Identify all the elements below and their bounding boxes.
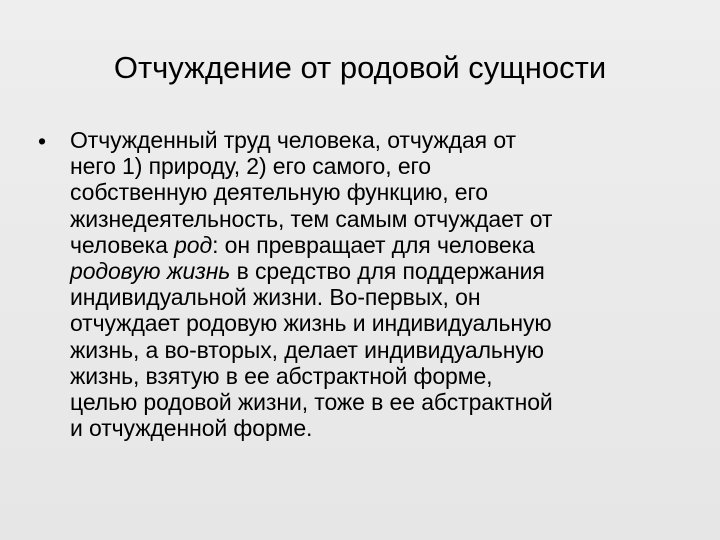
italic-term-rod: род	[174, 231, 213, 258]
italic-term-rodovaya-zhizn: родовую жизнь	[70, 258, 231, 285]
bullet-marker: •	[38, 128, 47, 154]
text-run: Отчужденный труд человека, отчуждая от	[70, 127, 516, 153]
text-run: жизнь, а во-вторых, делает индивидуальную	[70, 336, 544, 363]
text-run: него 1) природу, 2) его самого, его	[70, 153, 431, 180]
paragraph-line	[70, 258, 710, 284]
text-run: и отчужденной форме.	[70, 415, 313, 442]
paragraph-line	[70, 310, 710, 336]
paragraph-line	[70, 284, 710, 310]
text-run: жизнь, взятую в ее абстрактной форме,	[70, 362, 493, 389]
text-run: : он превращает для человека	[212, 231, 535, 258]
slide-title: Отчуждение от родовой сущности	[113, 50, 607, 85]
paragraph-line	[70, 363, 710, 389]
bullet-paragraph	[70, 127, 710, 441]
text-run: в средство для поддержания	[230, 258, 545, 285]
paragraph-line	[70, 127, 710, 153]
paragraph-line	[70, 337, 710, 363]
paragraph-line	[70, 232, 710, 258]
paragraph-line	[70, 179, 710, 205]
paragraph-line	[70, 389, 710, 415]
text-run: жизнедеятельность, тем самым отчуждает от	[70, 205, 553, 232]
paragraph-line	[70, 415, 710, 441]
text-run: целью родовой жизни, тоже в ее абстрактной	[70, 389, 553, 416]
text-run: собственную деятельную функцию, его	[70, 179, 488, 206]
paragraph-line	[70, 153, 710, 179]
text-run: человека	[70, 231, 175, 258]
text-run: отчуждает родовую жизнь и индивидуальную	[70, 310, 552, 337]
text-run: индивидуальной жизни. Во-первых, он	[70, 284, 481, 311]
paragraph-line	[70, 206, 710, 232]
